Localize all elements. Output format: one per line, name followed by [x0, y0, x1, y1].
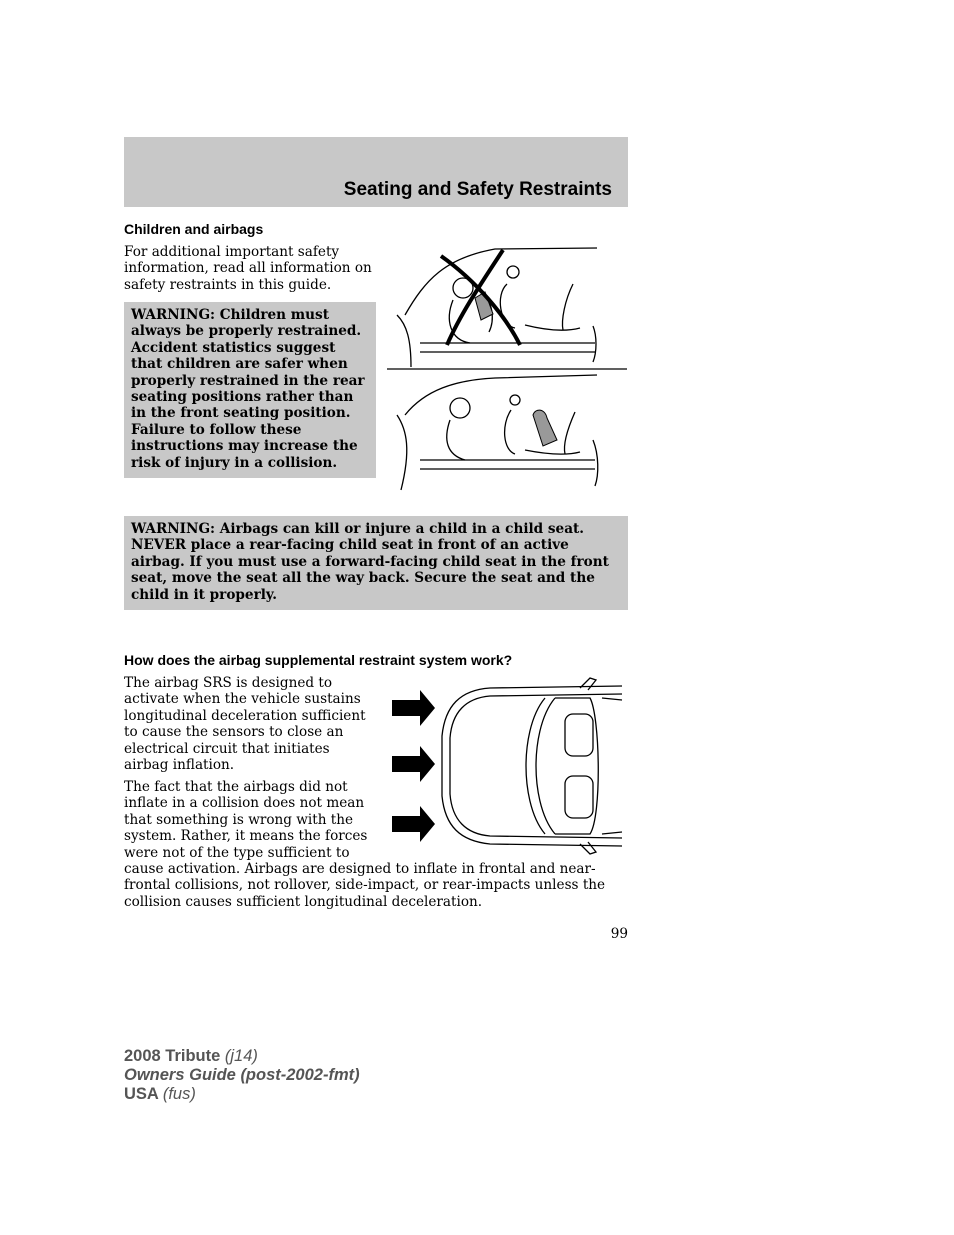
footer-line-2: Owners Guide (post-2002-fmt)	[124, 1066, 360, 1084]
footer-model-code: (j14)	[224, 1047, 258, 1065]
heading-how-airbag-works: How does the airbag supplemental restraint system work?	[124, 652, 513, 668]
inflation-paragraph-wrapped: The fact that the airbags did not inflate in a collision does not mean that something is wrong with the system. Rather, it means the forces were not of the type sufficient to	[124, 779, 368, 861]
footer-model: 2008 Tribute	[124, 1047, 221, 1065]
warning-text-children: WARNING: Children must always be properly restrained. Accident statistics suggest that children are safer when properly restrained in the rear seating positions rather than in the front seating position. Failure to follow these instructions may increase the risk of injury in a collision.	[131, 307, 365, 471]
rear-seat-child-illustration	[397, 375, 598, 490]
warning-box-airbags	[124, 516, 628, 610]
impact-arrows	[392, 690, 435, 842]
footer-line-3	[124, 1085, 360, 1104]
child-seat-rear-icon	[533, 410, 557, 446]
warning-text-airbags: WARNING: Airbags can kill or injure a child in a child seat. NEVER place a rear-facing child seat in front of an active airbag. If you must use a forward-facing child seat in the front seat, move the seat all the way back. Secure the seat and the child in it properly.	[131, 521, 609, 603]
footer-market: USA	[124, 1085, 159, 1103]
child-seat-placement-illustration	[385, 240, 630, 495]
heading-children-and-airbags: Children and airbags	[124, 221, 264, 237]
warning-box-children	[124, 302, 376, 478]
document-footer	[124, 1047, 360, 1104]
section-header-bar	[124, 137, 628, 207]
page-number: 99	[610, 926, 628, 942]
intro-paragraph: For additional important safety information, read all information on safety restraints in this guide.	[124, 244, 372, 293]
impact-arrow-icon	[392, 690, 435, 726]
vehicle-top-view	[442, 678, 622, 854]
impact-arrow-icon	[392, 746, 435, 782]
footer-market-code: (fus)	[162, 1085, 196, 1103]
section-title: Seating and Safety Restraints	[343, 179, 612, 200]
inflation-paragraph-full: cause activation. Airbags are designed to inflate in frontal and near-frontal collisions, not rollover, side-impact, or rear-impacts unless the collision causes sufficient longitudinal deceleration.	[124, 861, 606, 910]
footer-line-1	[124, 1047, 360, 1066]
frontal-impact-illustration	[390, 676, 625, 856]
impact-arrow-icon	[392, 806, 435, 842]
srs-paragraph: The airbag SRS is designed to activate when the vehicle sustains longitudinal deceleration sufficient to cause the sensors to close an electrical circuit that initiates airbag inflation.	[124, 675, 366, 774]
